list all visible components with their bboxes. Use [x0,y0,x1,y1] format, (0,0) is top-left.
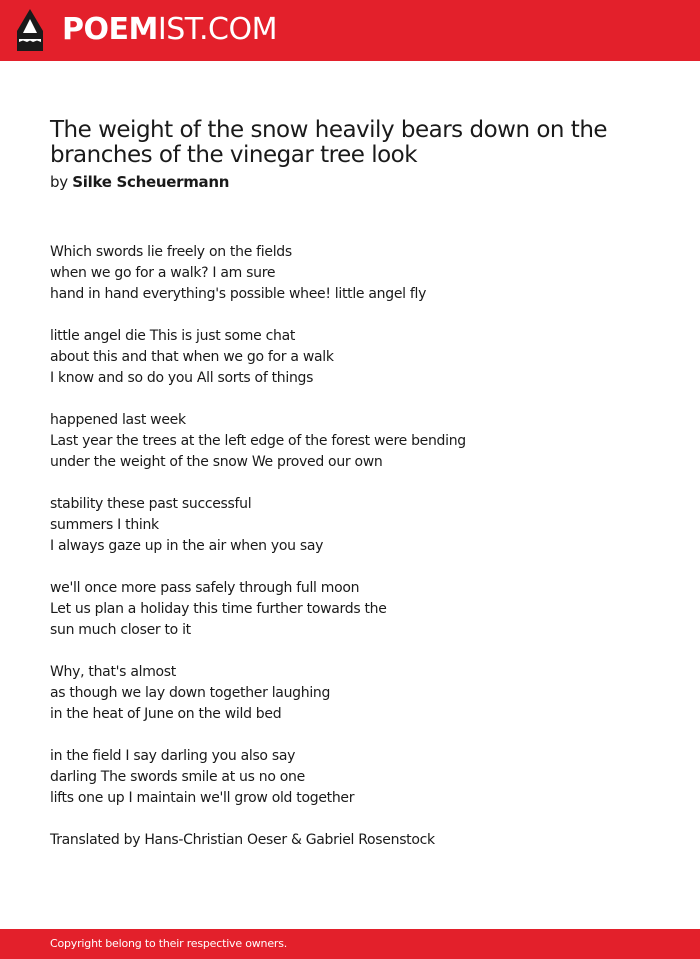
poem-line: I always gaze up in the air when you say [50,538,324,554]
site-footer [0,929,700,959]
poem-line: in the heat of June on the wild bed [50,706,282,722]
site-header [0,0,700,61]
poem-line: Why, that's almost [50,664,176,680]
poem-stanza [50,662,660,725]
poem-line: stability these past successful [50,496,252,512]
poem-line: as though we lay down together laughing [50,685,331,701]
poem-line: about this and that when we go for a walk [50,349,334,365]
poem-line: Which swords lie freely on the fields [50,244,292,260]
poem-title: The weight of the snow heavily bears down on the branches of the vinegar tree look [50,117,608,168]
poem-stanza [50,242,660,305]
poem-line: we'll once more pass safely through full moon [50,580,360,596]
poem-line: darling The swords smile at us no one [50,769,305,785]
author-name: Silke Scheuermann [72,173,230,191]
poem-line: Last year the trees at the left edge of the forest were bending [50,433,466,449]
poem-line: sun much closer to it [50,622,191,638]
site-logo[interactable] [62,12,277,48]
poem-line: I know and so do you All sorts of things [50,370,314,386]
poem-stanza [50,578,660,641]
poem-stanza [50,494,660,557]
translator-note: Translated by Hans-Christian Oeser & Gabriel Rosenstock [50,832,435,848]
logo-text-light: IST.COM [157,12,277,47]
poem-line: happened last week [50,412,186,428]
poem-stanza [50,410,660,473]
poem-line: summers I think [50,517,159,533]
poem-line: in the field I say darling you also say [50,748,296,764]
copyright-text: Copyright belong to their respective owners. [50,937,288,950]
poem-body [50,242,660,809]
poem-stanza [50,326,660,389]
logo-text-bold: POEM [62,12,158,47]
poem-stanza [50,746,660,809]
byline-prefix: by [50,173,68,191]
poem-line: hand in hand everything's possible whee! little angel fly [50,286,427,302]
poem-line: lifts one up I maintain we'll grow old together [50,790,355,806]
pencil-tip-icon[interactable] [17,9,43,51]
poem-line: Let us plan a holiday this time further towards the [50,601,387,617]
poem-line: when we go for a walk? I am sure [50,265,276,281]
byline [50,172,660,192]
poem-content [50,118,660,851]
poem-line: little angel die This is just some chat [50,328,296,344]
poem-line: under the weight of the snow We proved our own [50,454,383,470]
